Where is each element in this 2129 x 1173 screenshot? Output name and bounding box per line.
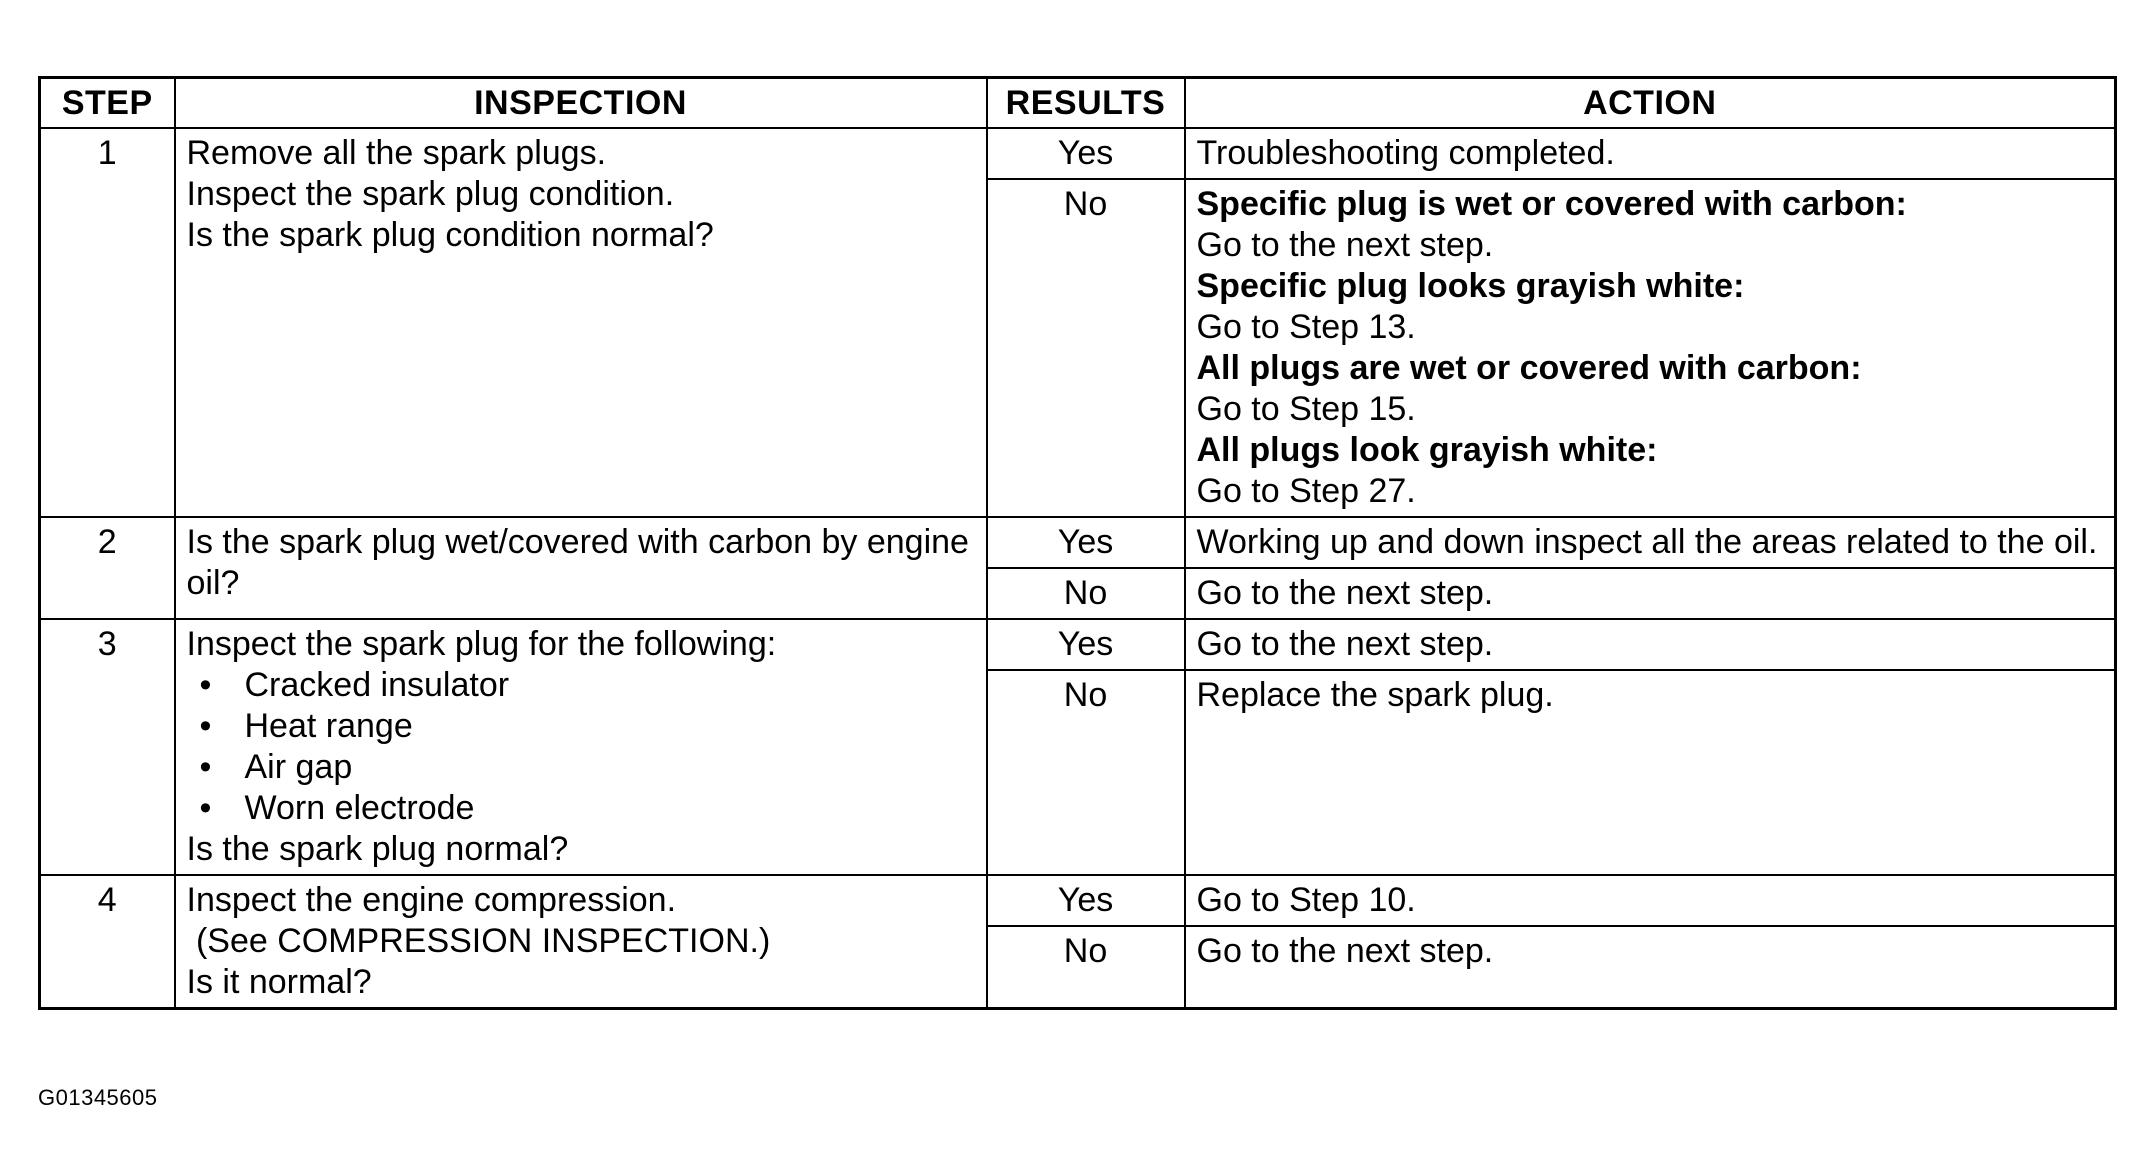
header-action: ACTION xyxy=(1185,78,2116,129)
result-no: No xyxy=(987,179,1185,517)
action-yes: Go to the next step. xyxy=(1185,619,2116,670)
header-inspection: INSPECTION xyxy=(175,78,987,129)
inspection-line: Inspect the spark plug for the following: xyxy=(186,625,777,663)
result-yes: Yes xyxy=(987,619,1185,670)
header-row xyxy=(40,78,2116,129)
inspection-line: (See COMPRESSION INSPECTION.) xyxy=(186,922,771,960)
action-no xyxy=(1185,179,2116,517)
inspection-bullet-list xyxy=(187,665,976,829)
diagnostic-table xyxy=(38,76,2117,1010)
action-yes: Go to Step 10. xyxy=(1185,875,2116,926)
action-then: Go to Step 13. xyxy=(1196,308,1416,346)
step-inspection xyxy=(175,875,987,1009)
action-condition: All plugs are wet or covered with carbon: xyxy=(1196,349,1862,387)
inspection-line: Is it normal? xyxy=(186,963,372,1001)
step-number: 4 xyxy=(40,875,175,1009)
step-1-yes-row xyxy=(40,128,2116,179)
result-no: No xyxy=(987,926,1185,1009)
result-yes: Yes xyxy=(987,875,1185,926)
action-yes: Working up and down inspect all the areas related to the oil. xyxy=(1185,517,2116,568)
header-results: RESULTS xyxy=(987,78,1185,129)
action-yes: Troubleshooting completed. xyxy=(1185,128,2116,179)
step-number: 2 xyxy=(40,517,175,619)
action-condition: Specific plug is wet or covered with carbon: xyxy=(1196,185,1907,223)
step-inspection xyxy=(175,517,987,619)
action-condition: All plugs look grayish white: xyxy=(1196,431,1658,469)
result-yes: Yes xyxy=(987,517,1185,568)
inspection-line: Inspect the engine compression. xyxy=(186,881,677,919)
result-no: No xyxy=(987,670,1185,875)
step-4-yes-row xyxy=(40,875,2116,926)
action-then: Go to Step 15. xyxy=(1196,390,1416,428)
inspection-question: Is the spark plug normal? xyxy=(186,830,569,868)
step-number: 1 xyxy=(40,128,175,517)
header-step: STEP xyxy=(40,78,175,129)
step-3-yes-row xyxy=(40,619,2116,670)
action-condition: Specific plug looks grayish white: xyxy=(1196,267,1745,305)
inspection-line: Is the spark plug condition normal? xyxy=(186,216,714,254)
step-inspection xyxy=(175,619,987,875)
action-then: Go to the next step. xyxy=(1196,226,1494,264)
list-item: • Air gap xyxy=(245,747,976,788)
inspection-line: Is the spark plug wet/covered with carbon by engine oil? xyxy=(186,523,969,602)
list-item: • Worn electrode xyxy=(245,788,976,829)
figure-code: G01345605 xyxy=(38,1085,158,1110)
result-yes: Yes xyxy=(987,128,1185,179)
list-item: • Cracked insulator xyxy=(245,665,976,706)
list-item: • Heat range xyxy=(245,706,976,747)
action-no: Replace the spark plug. xyxy=(1185,670,2116,875)
step-2-yes-row xyxy=(40,517,2116,568)
inspection-line: Inspect the spark plug condition. xyxy=(186,175,675,213)
action-no: Go to the next step. xyxy=(1185,926,2116,1009)
step-inspection xyxy=(175,128,987,517)
result-no: No xyxy=(987,568,1185,619)
inspection-line: Remove all the spark plugs. xyxy=(186,134,607,172)
step-number: 3 xyxy=(40,619,175,875)
action-then: Go to Step 27. xyxy=(1196,472,1416,510)
action-no: Go to the next step. xyxy=(1185,568,2116,619)
